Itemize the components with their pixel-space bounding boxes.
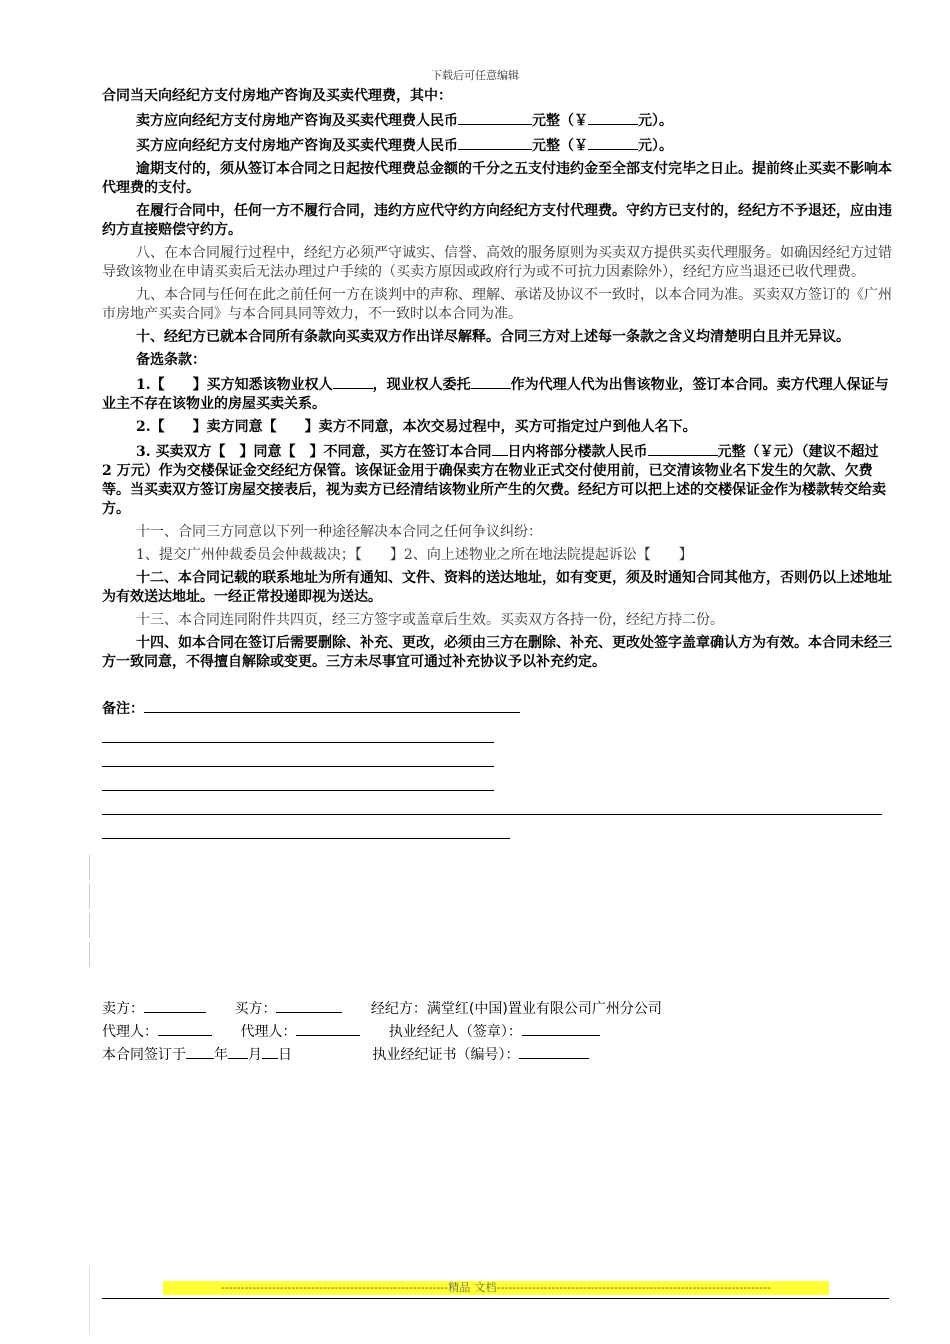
remark-line-2[interactable] — [102, 766, 494, 767]
optional-clause-2: 2.【 】卖方同意【 】卖方不同意，本次交易过程中，买方可指定过户到他人名下。 — [136, 419, 697, 435]
clause-12: 十二、本合同记载的联系地址为所有通知、文件、资料的送达地址，如有变更，须及时通知合同其他方，否则仍以上述地址为有效送达地址。一经正常投递即视为送达。 — [102, 570, 892, 605]
optional-clauses-title: 备选条款： — [136, 352, 206, 368]
remark-line-5[interactable] — [102, 838, 510, 839]
clause-8: 八、在本合同履行过程中，经纪方必须严守诚实、信誉、高效的服务原则为买卖双方提供买卖代理服务。如确因经纪方过错导致该物业在申请买卖后无法办理过户手续的（买卖方原因或政府行为或不可抗力因素除外），经纪方应当退还已收代理费。 — [102, 245, 892, 280]
footer-text: ----------------------------------------------------------精品 文档---------------------------------------------------------------------- — [221, 1281, 771, 1294]
year-blank[interactable] — [186, 1044, 214, 1059]
opt3-text-c: 元整（￥ — [717, 444, 774, 460]
seller-fee-number-blank[interactable] — [588, 110, 638, 125]
clause-11-options: 1、提交广州仲裁委员会仲裁裁决；【 】2、向上述物业之所在地法院提起诉讼【 】 — [136, 547, 693, 563]
clause-9: 九、本合同与任何在此之前任何一方在谈判中的声称、理解、承诺及协议不一致时，以本合同为准。买卖双方签订的《广州市房地产买卖合同》与本合同具同等效力，不一致时以本合同为准。 — [102, 287, 892, 322]
day-label: 日 — [278, 1047, 292, 1063]
buyer-sign-blank[interactable] — [276, 998, 342, 1013]
left-margin-marks — [89, 855, 90, 971]
paragraph-seller-fee — [102, 110, 892, 131]
days-blank[interactable] — [492, 441, 508, 456]
remark-line-4[interactable] — [102, 814, 882, 815]
seller-fee-close: 元）。 — [638, 113, 673, 129]
opt1-text-b: ，现业权人委托 — [372, 377, 471, 393]
signature-row-1 — [102, 998, 892, 1019]
broker-sign-blank[interactable] — [522, 1021, 600, 1036]
footer-rule — [102, 1298, 889, 1299]
agent2-sign-blank[interactable] — [296, 1021, 360, 1036]
footer-highlight — [163, 1281, 829, 1295]
buyer-fee-number-blank[interactable] — [588, 135, 638, 150]
contract-body — [102, 87, 892, 839]
clause-11: 十一、合同三方同意以下列一种途径解决本合同之任何争议纠纷： — [136, 524, 542, 540]
remark-label: 备注： — [102, 701, 144, 717]
agent1-sign-blank[interactable] — [158, 1021, 212, 1036]
opt3-text-d: 元）（建议不超过 2 万元）作为交楼保证金交经纪方保管。该保证金用于确保卖方在物业正式交付使用前，已交清该物业名下发生的欠款、欠费等。当买卖双方签订房屋交接表后，视为卖方已经清结该物业所产生的欠费。经纪方可以把上述的交楼保证金作为楼款转交给卖方。 — [102, 444, 886, 517]
paragraph-buyer-fee — [102, 135, 892, 156]
agent1-label: 代理人： — [102, 1024, 158, 1040]
optional-clause-1 — [102, 374, 892, 414]
cert-label: 执业经纪证书（编号）： — [372, 1047, 520, 1063]
opt1-text-c: 作为代理人代为出售该物业，签订本合同。卖方代理人保证与业主不存在该物业的房屋买卖关系。 — [102, 377, 889, 412]
agency-name: 满堂红(中国)置业有限公司广州分公司 — [426, 1001, 662, 1017]
page-header-note: 下载后可任意编辑 — [431, 69, 519, 82]
clause-13: 十三、本合同连同附件共四页，经三方签字或盖章后生效。买卖双方各持一份，经纪方持二份。 — [136, 612, 724, 628]
buyer-fee-yuan: 元整（￥ — [532, 138, 588, 154]
signed-on-label: 本合同签订于 — [102, 1047, 186, 1063]
remark-row — [102, 700, 892, 719]
buyer-fee-label: 买方应向经纪方支付房地产咨询及买卖代理费人民币 — [136, 138, 458, 154]
agent-name-blank[interactable] — [471, 374, 511, 389]
broker-label: 执业经纪人（签章）： — [388, 1024, 522, 1040]
opt1-text-a: 1.【 】买方知悉该物业权人 — [136, 377, 333, 393]
owner-name-blank[interactable] — [333, 374, 373, 389]
signature-row-2 — [102, 1021, 892, 1042]
clause-14: 十四、如本合同在签订后需要删除、补充、更改，必须由三方在删除、补充、更改处签字盖章确认方为有效。本合同未经三方一致同意，不得擅自解除或变更。三方未尽事宜可通过补充协议予以补充约定。 — [102, 635, 892, 670]
month-blank[interactable] — [228, 1044, 248, 1059]
seller-fee-yuan: 元整（￥ — [532, 113, 588, 129]
footer-left-mark — [89, 1265, 90, 1335]
paragraph-fee-intro: 合同当天向经纪方支付房地产咨询及买卖代理费，其中： — [102, 88, 452, 104]
buyer-fee-close: 元）。 — [638, 138, 673, 154]
signature-block — [102, 998, 892, 1067]
agency-label: 经纪方： — [370, 1001, 427, 1017]
seller-fee-label: 卖方应向经纪方支付房地产咨询及买卖代理费人民币 — [136, 113, 458, 129]
year-label: 年 — [214, 1047, 228, 1063]
clause-10: 十、经纪方已就本合同所有条款向买卖双方作出详尽解释。合同三方对上述每一条款之含义均清楚明白且并无异议。 — [136, 329, 850, 345]
remark-line-3[interactable] — [102, 790, 494, 791]
seller-label: 卖方： — [102, 1001, 144, 1017]
cert-number-blank[interactable] — [519, 1044, 589, 1059]
buyer-label: 买方： — [234, 1001, 277, 1017]
day-blank[interactable] — [262, 1044, 278, 1059]
optional-clause-3 — [102, 441, 892, 519]
deposit-amount-blank[interactable] — [648, 441, 718, 456]
opt3-text-a: 3. 买卖双方【 】同意【 】不同意，买方在签订本合同 — [136, 444, 492, 460]
opt3-text-b: 日内将部分楼款人民币 — [507, 444, 648, 460]
seller-fee-amount-blank[interactable] — [458, 110, 532, 125]
agent2-label: 代理人： — [240, 1024, 297, 1040]
paragraph-breach: 在履行合同中，任何一方不履行合同，违约方应代守约方向经纪方支付代理费。守约方已支付的，经纪方不予退还，应由违约方直接赔偿守约方。 — [102, 203, 892, 238]
signature-row-3 — [102, 1044, 892, 1065]
paragraph-late-payment: 逾期支付的，须从签订本合同之日起按代理费总金额的千分之五支付违约金至全部支付完毕之日止。提前终止买卖不影响本代理费的支付。 — [102, 161, 892, 196]
remark-blank[interactable] — [144, 700, 520, 713]
remark-line-1[interactable] — [102, 742, 494, 743]
seller-sign-blank[interactable] — [144, 998, 206, 1013]
month-label: 月 — [248, 1047, 262, 1063]
buyer-fee-amount-blank[interactable] — [458, 135, 532, 150]
